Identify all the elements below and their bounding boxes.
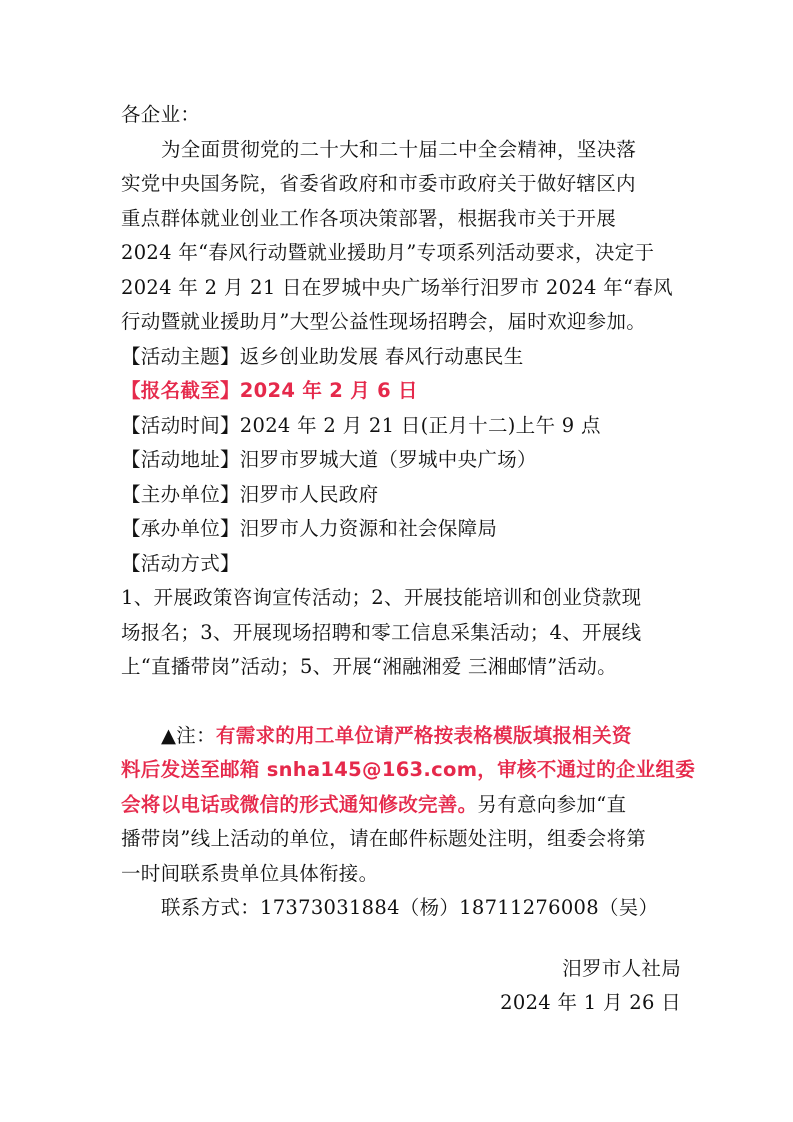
method-line: 上“直播带岗”活动；5、开展“湘融湘爱 三湘邮情”活动。 [121, 655, 617, 678]
note-line: 播带岗”线上活动的单位，请在邮件标题处注明，组委会将第 [121, 827, 647, 850]
host-unit: 【主办单位】汨罗市人民政府 [121, 482, 379, 506]
note-emphasis: 会将以电话或微信的形式通知修改完善。 [121, 792, 478, 816]
note-prefix: ▲注： [161, 723, 216, 747]
activity-address: 【活动地址】汨罗市罗城大道（罗城中央广场） [121, 448, 537, 471]
note-emphasis: 有需求的用工单位请严格按表格模版填报相关资 [215, 723, 632, 747]
note-line [121, 719, 681, 754]
spacer [121, 926, 681, 952]
intro-line: 行动暨就业援助月”大型公益性现场招聘会，届时欢迎参加。 [121, 310, 647, 333]
method-line: 1、开展政策咨询宣传活动；2、开展技能培训和创业贷款现 [121, 586, 642, 609]
activity-theme: 【活动主题】返乡创业助发展 春风行动惠民生 [121, 344, 524, 368]
spacer [121, 685, 681, 719]
note-text: 另有意向参加“直 [477, 792, 627, 816]
intro-line: 重点群体就业创业工作各项决策部署，根据我市关于开展 [121, 206, 617, 230]
intro-line: 2024 年 2 月 21 日在罗城中央广场举行汨罗市 2024 年“春风 [121, 275, 673, 299]
activity-method-title: 【活动方式】 [121, 551, 240, 575]
signature-org: 汨罗市人社局 [562, 956, 681, 980]
organizer-unit: 【承办单位】汨罗市人力资源和社会保障局 [121, 517, 498, 540]
signature-date: 2024 年 1 月 26 日 [500, 991, 681, 1014]
contact-info: 联系方式：17373031884（杨）18711276008（吴） [161, 896, 659, 919]
intro-line: 实党中央国务院，省委省政府和市委市政府关于做好辖区内 [121, 172, 636, 195]
note-line [121, 788, 681, 823]
activity-time: 【活动时间】2024 年 2 月 21 日(正月十二)上午 9 点 [121, 413, 601, 437]
note-line: 一时间联系贵单位具体衔接。 [121, 861, 379, 885]
method-line: 场报名；3、开展现场招聘和零工信息采集活动；4、开展线 [121, 620, 642, 644]
intro-line: 为全面贯彻党的二十大和二十届二中全会精神，坚决落 [161, 137, 637, 161]
note-email-line: 料后发送至邮箱 snha145@163.com，审核不通过的企业组委 [121, 758, 696, 781]
registration-deadline: 【报名截至】2024 年 2 月 6 日 [121, 379, 418, 402]
greeting: 各企业： [121, 103, 201, 126]
notice-body [121, 98, 696, 1021]
intro-line: 2024 年“春风行动暨就业援助月”专项系列活动要求，决定于 [121, 241, 655, 264]
